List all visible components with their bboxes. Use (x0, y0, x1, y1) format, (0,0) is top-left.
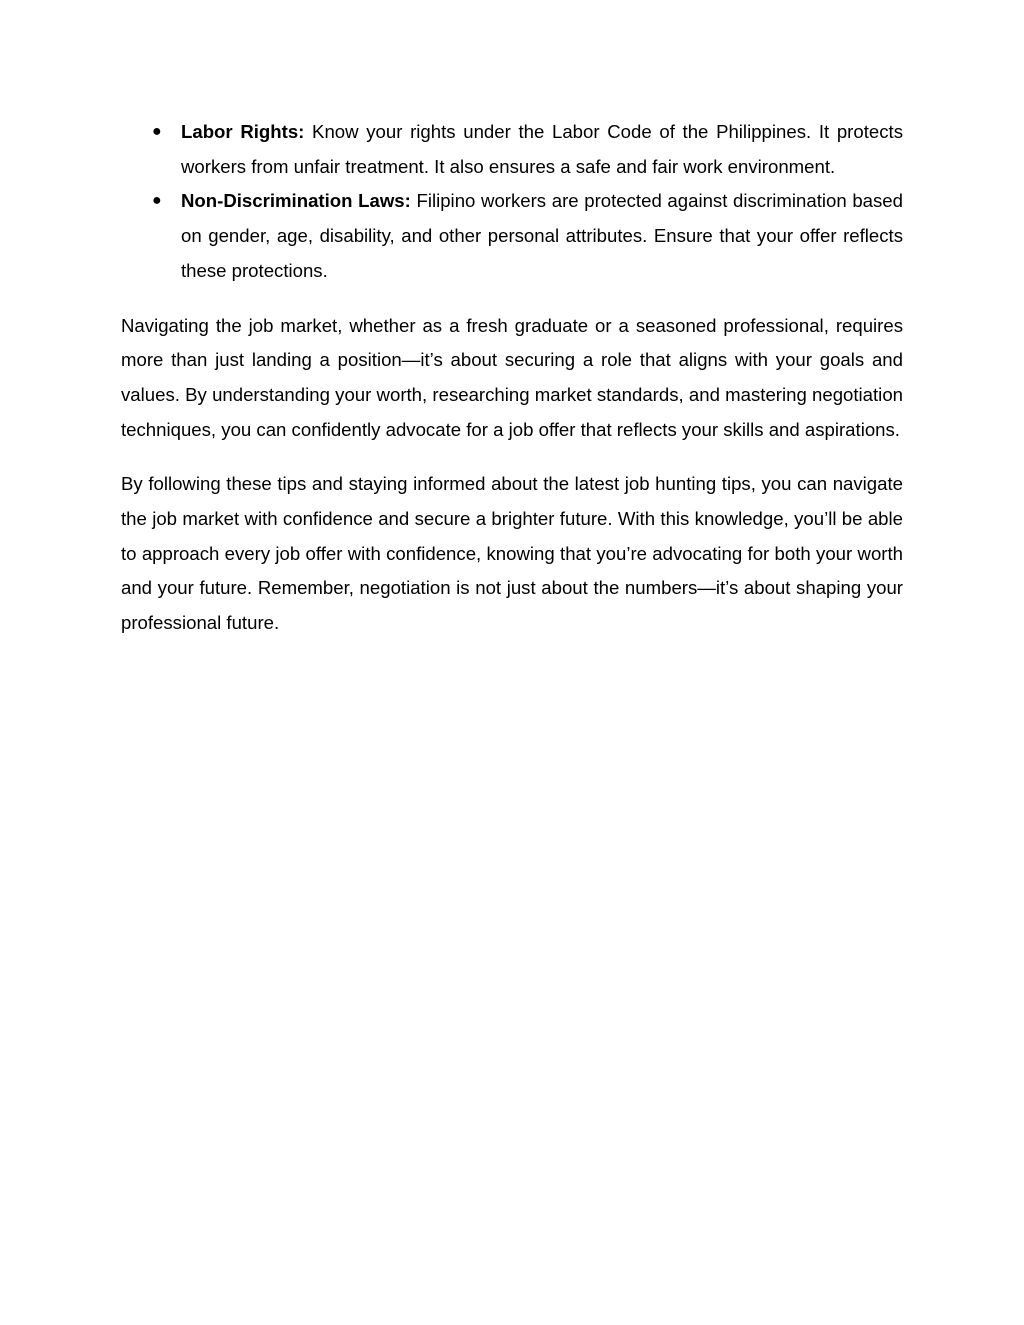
bullet-term: Labor Rights: (181, 121, 313, 142)
bullet-text: Know your rights under the Labor Code of the Philippines. It protects workers from unfair treatment. It also ensures a safe and fair work environment. (181, 121, 903, 177)
paragraph-conclusion: By following these tips and staying informed about the latest job hunting tips, you can navigate the job market with confidence and secure a brighter future. With this knowledge, you’ll be able to approach every job offer with confidence, knowing that you’re advocating for both your worth and your future. Remember, negotiation is not just about the numbers—it’s about shaping your professional future. (121, 473, 903, 634)
bullet-icon: ● (152, 123, 162, 140)
page-content (121, 115, 903, 641)
bullet-item-non-discrimination (121, 184, 903, 288)
bullet-text: Filipino workers are protected against discrimination based on gender, age, disability, and other personal attributes. Ensure that your offer reflects these protections. (181, 190, 903, 281)
bullet-item-labor-rights (121, 115, 903, 184)
bullet-term: Non-Discrimination Laws: (181, 190, 417, 212)
paragraph-navigating: Navigating the job market, whether as a fresh graduate or a seasoned professional, requires more than just landing a position—it’s about securing a role that aligns with your goals and values. By understanding your worth, researching market standards, and mastering negotiation techniques, you can confidently advocate for a job offer that reflects your skills and aspirations. (121, 314, 903, 440)
bullet-icon: ● (152, 192, 162, 210)
bullet-list (121, 115, 903, 289)
